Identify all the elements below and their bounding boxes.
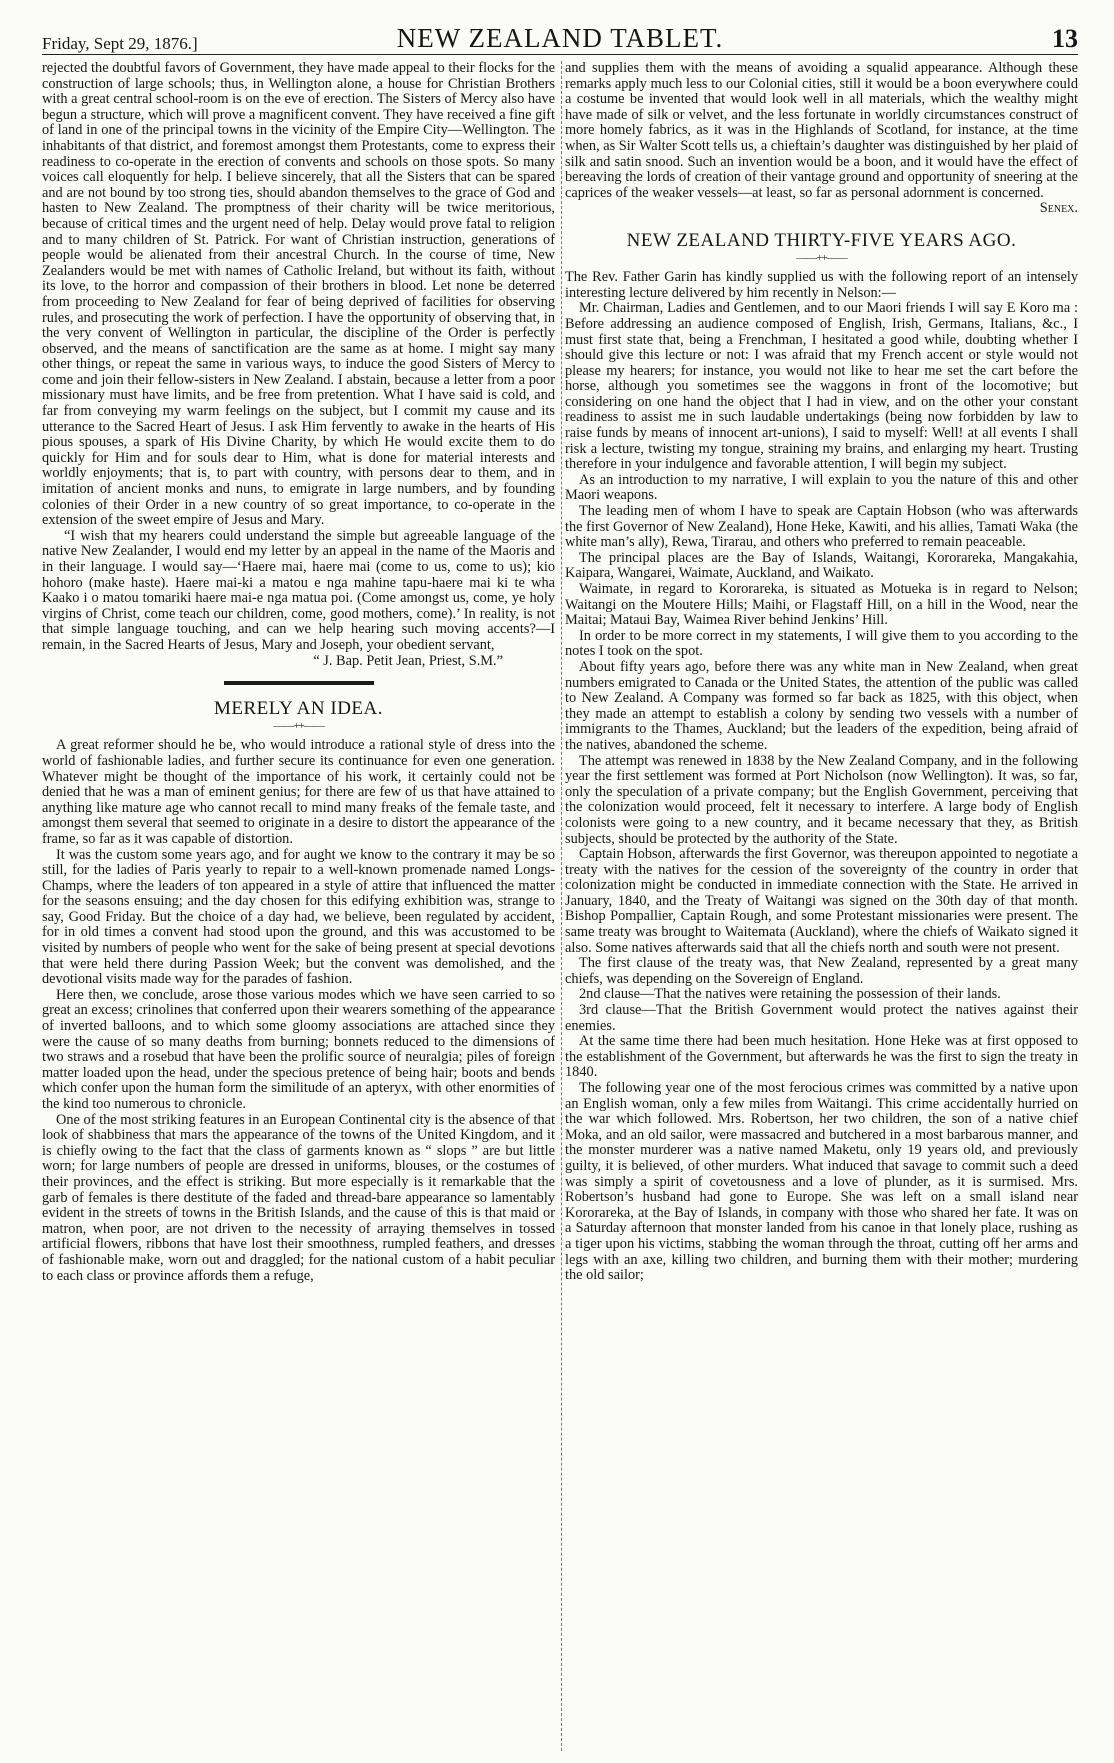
article-paragraph: A great reformer should he be, who would introduce a rational style of dress into the world of fashionable ladies, and further secure its continuance for even one generation. Whatever might be thought of the importance of his work, it certainly could not be denied that he was a man of eminent genius; for there are few of us that have attained to anything like mature age who cannot recall to mind many freaks of the female taste, and amongst them several that seemed to originate in a desire to distort the appearance of the frame, so far as it was capable of distortion. <box>42 737 555 847</box>
article-paragraph: The leading men of whom I have to speak are Captain Hobson (who was afterwards the first Governor of New Zealand), Hone Heke, Kawiti, and his allies, Tamati Waka (the white man’s ally), Rewa, Tirarau, and others who preferred to remain peaceable. <box>565 503 1078 551</box>
article-paragraph: In order to be more correct in my statements, I will give them to you according to the notes I took on the spot. <box>565 627 1078 660</box>
columns <box>42 61 1078 1751</box>
article-heading: MERELY AN IDEA. <box>213 698 384 720</box>
article-paragraph: It was the custom some years ago, and for aught we know to the contrary it may be so still, for the ladies of Paris yearly to repair to a well-known promenade named Longs-Champs, where the leaders of ton appeared in a style of attire that influenced the matter for the seasons ensuing; and the day chosen for this edifying exhibition was, strange to say, Good Friday. But the choice of a day had, we believe, been regulated by accident, for in old times a convent had stood upon the ground, and this was accustomed to be visited by numbers of people who went for the sake of being present at special devotions that were held there during Passion Week; but the convent was demolished, and the devotional visits made way for the parades of fashion. <box>42 846 555 988</box>
left-column <box>42 61 555 1751</box>
heading-ornament: ——++—— <box>796 251 847 264</box>
article-paragraph: rejected the doubtful favors of Government, they have made appeal to their flocks for the construction of large schools; thus, in Wellington alone, a house for Christian Brothers with a great central school-room is on the eve of erection. The Sisters of Mercy also have begun a structure, which will prove a magnificent convent. They have received a fine gift of land in one of the principal towns in the vicinity of the Empire City—Wellington. The inhabitants of that district, and foremost amongst them Protestants, come to express their readiness to co-operate in the erection of convents and schools on those spots. So many voices call eloquently for help. I believe sincerely, that all the Sisters that can be spared and are not bound by too strong ties, should abandon themselves to the grace of God and hasten to New Zealand. The promptness of their charity will be twice meritorious, because of critical times and the urgent need of help. Delay would prove fatal to religion and to many children of St. Patrick. For want of Christian instruction, generations of people would be alienated from their ancestral Church. In the course of time, New Zealanders would be met with names of Catholic Ireland, but without its faith, without its love, to the horror and compassion of their brothers in blood. Let none be deterred from proceeding to New Zealand for fear of being deprived of facilities for observing rules, and prosecuting the work of perfection. I have the opportunity of observing that, in the very convent of Wellington in particular, the discipline of the Order is perfectly observed, and the means of sanctification are the same as at home. I might say many other things, or repeat the same in various ways, to induce the good Sisters of Mercy to come and join their fellow-sisters in New Zealand. I abstain, because a letter from a poor missionary must have limits, and be free from pretention. What I have said is cold, and far from conveying my warm feelings on the subject, but I commit my cause and its utterance to the Sacred Heart of Jesus. I ask Him fervently to awake in the hearts of His pious spouses, a spark of His Divine Charity, by which He would excite them to do quickly for Him and for souls dear to Him, what is done for material interests and worldly enjoyments; that is, to part with country, with persons dear to them, and in imitation of ancient monks and nuns, to emigrate in large numbers, and by founding colonies of their Order in a new country of so great importance, to co-operate in the extension of the sweet empire of Jesus and Mary. <box>42 61 555 529</box>
issue-date: Friday, Sept 29, 1876.] <box>42 34 198 53</box>
article-paragraph: The Rev. Father Garin has kindly supplied us with the following report of an intensely interesting lecture delivered by him recently in Nelson:— <box>565 269 1078 301</box>
article-paragraph: The first clause of the treaty was, that New Zealand, represented by a great many chiefs, was depending on the Sovereign of England. <box>565 955 1078 987</box>
article-heading: NEW ZEALAND THIRTY-FIVE YEARS AGO. <box>626 229 1017 251</box>
column-divider <box>561 61 562 1751</box>
article-paragraph: Here then, we conclude, arose those various modes which we have seen carried to so great an excess; crinolines that conferred upon their wearers something of the appearance of inverted balloons, and to which some gloomy associations are attached since they were the cause of so many deaths from burning; bonnets reduced to the dimensions of two straws and a rosebud that have been the prolific source of neuralgia; piles of foreign matter loaded upon the head, under the specious pretence of being hair; boots and bends which confer upon the human form the similitude of an apteryx, with other enormities of the kind too numerous to chronicle. <box>42 986 555 1112</box>
article-paragraph: 2nd clause—That the natives were retaining the possession of their lands. <box>579 986 1001 1003</box>
masthead <box>42 22 1078 55</box>
article-paragraph: The attempt was renewed in 1838 by the New Zealand Company, and in the following year the first settlement was formed at Port Nicholson (now Wellington). It was, so far, only the speculation of a private company; but the English Government, perceiving that the colonization would proceed, felt it necessary to interfere. A large body of English colonists were going to a new country, and it became necessary that they, as British subjects, should be protected by the authority of the State. <box>565 752 1078 847</box>
article-paragraph: The principal places are the Bay of Islands, Waitangi, Kororareka, Mangakahia, Kaipara, Wangarei, Waimate, Auckland, and Waikato. <box>565 549 1078 582</box>
letter-signature: “ J. Bap. Petit Jean, Priest, S.M.” <box>313 652 503 669</box>
right-column <box>565 61 1078 1751</box>
article-paragraph: and supplies them with the means of avoiding a squalid appearance. Although these remarks apply much less to our Colonial cities, still it would be a boon everywhere could a costume be invented that would look well in all materials, which the wealthy might have made of silk or velvet, and the less fortunate in worldly circumstances construct of more homely fabrics, as it was in the Highlands of Scotland, for instance, at the time when, as Sir Walter Scott tells us, a chieftain’s daughter was distinguished by her plaid of silk and satin snood. Such an invention would be a boon, and it would have the effect of bereaving the lords of creation of their vantage ground and opportunity of sneering at the caprices of the weaker vessels—at least, so far as personal adornment is concerned. <box>565 61 1078 201</box>
article-paragraph: The following year one of the most ferocious crimes was committed by a native upon an English woman, only a few miles from Waitangi. This crime accidentally hurried on the war which followed. Mrs. Robertson, her two children, the son of a native chief Moka, and an old sailor, were massacred and butchered in a most barbarous manner, and the monster murderer was a native named Maketu, only 19 years old, and previously guilty, it is believed, of other murders. What induced that savage to commit such a deed was simply a spirit of covetousness and a love of plunder, as it is surmised. Mrs. Robertson’s husband had gone to Europe. She was left on a small island near Kororareka, at the Bay of Islands, in company with those who shared her fate. It was on a Saturday afternoon that monster landed from his canoe in that lonely place, rushing as a tiger upon his victims, stabbing the woman through the throat, cutting off her arms and legs with an axe, killing two children, and burning them with their mother; murdering the old sailor; <box>565 1080 1078 1284</box>
article-paragraph: Waimate, in regard to Kororareka, is situated as Motueka is in regard to Nelson; Waitangi on the Moutere Hills; Maihi, or Flagstaff Hill, on a hill in the Wood, near the Maitai; Mataui Bay, Waimea River behind Jenkins’ Hill. <box>565 581 1078 629</box>
article-paragraph: Captain Hobson, afterwards the first Governor, was thereupon appointed to negotiate a treaty with the natives for the cession of the sovereignty of the country in order that colonization might be conducted in immediate connection with the State. He arrived in January, 1840, and the Treaty of Waitangi was signed on the 30th day of that month. Bishop Pompallier, Captain Rough, and some Protestant missionaries were present. The same treaty was brought to Waitemata (Auckland), where the chiefs of Waikato signed it also. Some natives afterwards said that all the chiefs north and south were not present. <box>565 846 1078 956</box>
article-paragraph: One of the most striking features in an European Continental city is the absence of that look of shabbiness that mars the appearance of the towns of the United Kingdom, and it is chiefly owing to the fact that the class of garments known as “ slops ” are but little worn; for large numbers of people are dressed in uniforms, blouses, or the costumes of their provinces, and the effect is striking. But more especially is it remarkable that the garb of females is there destitute of the faded and thread-bare appearance so lamentably evident in the streets of towns in the British Islands, and the cause of this is that maid or matron, when poor, are not driven to the necessity of arraying themselves in tossed artificial flowers, ribbons that have lost their smoothness, rumpled feathers, and dresses of fashionable make, worn out and draggled; for the national custom of a habit peculiar to each class or province affords them a refuge, <box>42 1111 555 1284</box>
article-paragraph: About fifty years ago, before there was any white man in New Zealand, when great numbers emigrated to Canada or the United States, the attention of the public was called to New Zealand. A Company was formed so far back as 1825, with this object, when they made an attempt to establish a colony by sending two vessels with a number of immigrants to the Thames, Auckland; but the leaders of the expedition, being afraid of the natives, abandoned the scheme. <box>565 658 1078 753</box>
page-number: 13 <box>1052 24 1078 53</box>
author-signature: Senex. <box>1039 200 1078 217</box>
newspaper-title: NEW ZEALAND TABLET. <box>396 23 724 53</box>
article-paragraph: “I wish that my hearers could understand the simple but agreeable language of the native New Zealander, I would end my letter by an appeal in the name of the Maoris and in their language. I would say—‘Haere mai, haere mai (come to us, come to us); kio hohoro (make haste). Haere mai-ki a matou e nga mahine tapu-haere mai ki te wha Kaako i o matou tomariki haere mai-e nga matua poi. (Come amongst us, come, ye holy virgins of Christ, come teach our children, come, good mothers, come).’ In reality, is not that simple language touching, and can we help hearing such moving accents?—I remain, in the Sacred Hearts of Jesus, Mary and Joseph, your obedient servant, <box>42 527 555 653</box>
article-paragraph: Mr. Chairman, Ladies and Gentlemen, and to our Maori friends I will say E Koro ma : Before addressing an audience composed of English, Irish, Germans, Italians, &c., I must first state that, being a Frenchman, I hesitated a good while, doubting whether I should give this lecture or not: I was afraid that my French accent or style would not please my hearers; for instance, you would not like to hear me set the cart before the horse, although you sometimes see the waggons in front of the locomotive; but considering on one hand the object that I had in view, and on the other your constant readiness to assist me in such laudable undertakings (being now forbidden by law to raise funds by means of innocent art-unions), I said to myself: Well! at all events I shall risk a lecture, twisting my tongue, straining my brains, and enlarging my heart. Trusting therefore in your indulgence and favorable attention, I will begin my subject. <box>565 300 1078 473</box>
heading-ornament: ——++—— <box>273 719 324 732</box>
article-paragraph: At the same time there had been much hesitation. Hone Heke was at first opposed to the establishment of the Government, but afterwards he was the first to sign the treaty in 1840. <box>565 1033 1078 1081</box>
article-paragraph: 3rd clause—That the British Government would protect the natives against their enemies. <box>565 1002 1078 1034</box>
article-paragraph: As an introduction to my narrative, I will explain to you the nature of this and other Maori weapons. <box>565 471 1078 504</box>
section-rule <box>224 681 374 685</box>
